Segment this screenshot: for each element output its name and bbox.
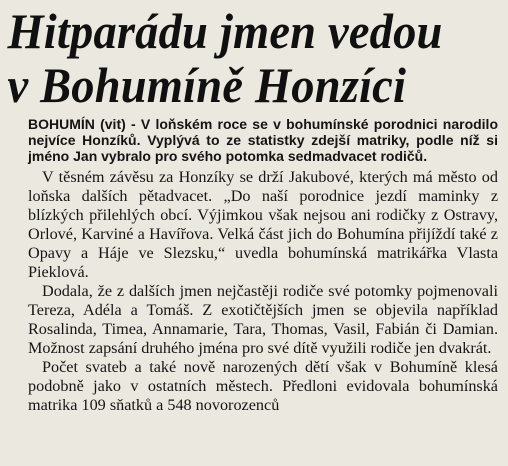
headline [0,0,472,112]
body-paragraph-3: Počet svateb a také nově narozených dětí však v Bohumíně klesá podobně jako v ostatních městech. Předloni evidovala bohumínská matrika 109 sňatků a 548 novorozenců [28,358,498,414]
article-body [28,168,498,415]
lead-paragraph [28,116,498,164]
body-paragraph-2: Dodala, že z dalších jmen nejčastěji rodiče své potomky pojmenovali Tereza, Adéla a Tomáš. Z exotičtějších jmen se objevila například Rosalinda, Timea, Annamarie, Tara, Thomas, Vasil, Fabián či Damian. Možnost zapsání druhého jména pro své dítě využili rodiče jen dvakrát. [28,282,498,357]
body-paragraph-1: V těsném závěsu za Honzíky se drží Jakubové, kterých má město od loňska dalších pětadvacet. „Do naší porodnice jezdí maminky z blízkých přilehlých obcí. Výjimkou však nejsou ani rodičky z Ostravy, Orlové, Karviné a Havířova. Velká část jich do Bohumína přijíždí také z Opavy a Háje ve Slezsku,“ uvedla bohumínská matrikářka Vlasta Pieklová. [28,168,498,281]
headline-line-1: Hitparádu jmen vedou [7,3,443,59]
lead-text: V loňském roce se v bohumínské porodnici narodilo nejvíce Honzíků. Vyplývá to ze statistky zdejší matriky, podle níž si jméno Jan vybralo pro svého potomka sedmadvacet rodičů. [28,116,499,164]
dateline: BOHUMÍN (vit) - [28,116,136,132]
headline-line-2: v Bohumíně Honzíci [7,57,407,113]
